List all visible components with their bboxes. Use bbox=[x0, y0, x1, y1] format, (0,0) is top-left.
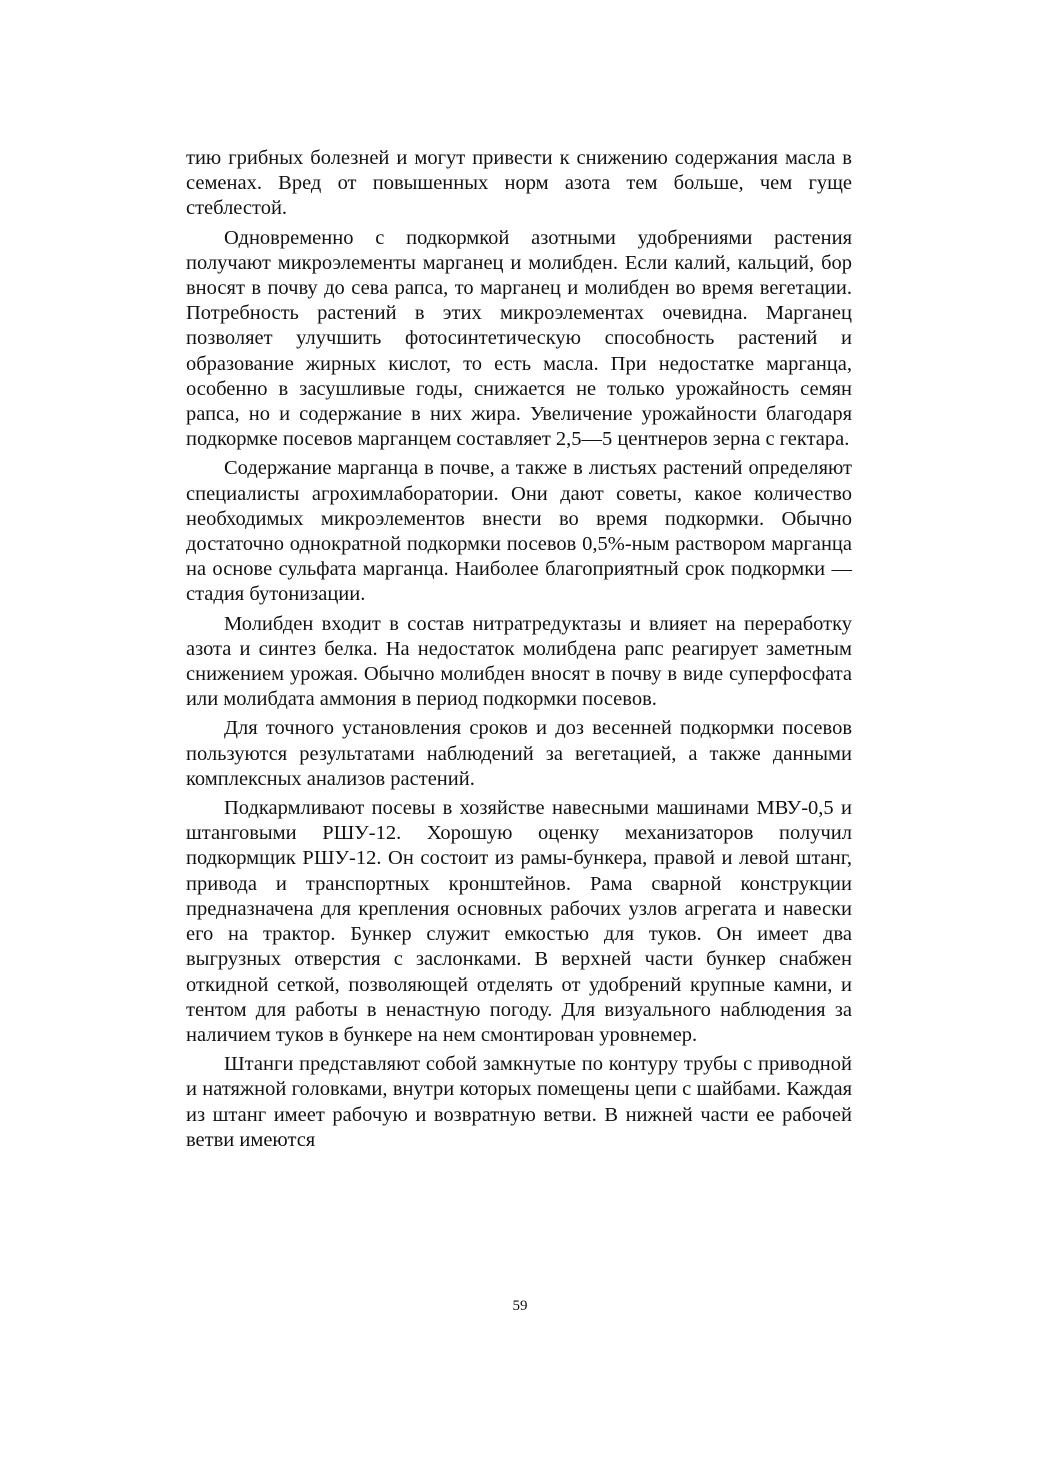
paragraph-4: Молибден входит в состав нитратредуктазы и влияет на переработку азота и синтез белка. На недостаток молибдена рапс реагирует заметным снижением урожая. Обычно молибден вносят в почву в виде суперфосфата или молибдата аммония в период подкормки посевов. bbox=[186, 612, 852, 711]
page-body bbox=[186, 146, 852, 1157]
paragraph-1: тию грибных болезней и могут привести к снижению содержания масла в семенах. Вред от повышенных норм азота тем больше, чем гуще стеблестой. bbox=[186, 147, 852, 220]
paragraph-6: Подкармливают посевы в хозяйстве навесными машинами МВУ-0,5 и штанговыми РШУ-12. Хорошую оценку механизаторов получил подкормщик РШУ-12. Он состоит из рамы-бункера, правой и левой штанг, привода и транспортных кронштейнов. Рама сварной конструкции предназначена для крепления основных рабочих узлов агрегата и навески его на трактор. Бункер служит емкостью для туков. Он имеет два выгрузных отверстия с заслонками. В верхней части бункер снабжен откидной сеткой, позволяющей отделять от удобрений крупные камни, и тентом для работы в ненастную погоду. Для визуального наблюдения за наличием туков в бункере на нем смонтирован уровнемер. bbox=[186, 797, 852, 1046]
paragraph-7: Штанги представляют собой замкнутые по контуру трубы с приводной и натяжной головками, внутри которых помещены цепи с шайбами. Каждая из штанг имеет рабочую и возвратную ветви. В нижней части ее рабочей ветви имеются bbox=[186, 1053, 852, 1151]
paragraph-2: Одновременно с подкормкой азотными удобрениями растения получают микроэлементы марганец и молибден. Если калий, кальций, бор вносят в почву до сева рапса, то марганец и молибден во время вегетации. Потребность растений в этих микроэлементах очевидна. Марганец позволяет улучшить фотосинтетическую способность растений и образование жирных кислот, то есть масла. При недостатке марганца, особенно в засушливые годы, снижается не только урожайность семян рапса, но и содержание в них жира. Увеличение урожайности благодаря подкормке посевов марганцем составляет 2,5—5 центнеров зерна с гектара. bbox=[186, 226, 852, 451]
paragraph-3: Содержание марганца в почве, а также в листьях растений определяют специалисты агрохимлаборатории. Они дают советы, какое количество необходимых микроэлементов внести во время подкормки. Обычно достаточно однократной подкормки посевов 0,5%-ным раствором марганца на основе сульфата марганца. Наиболее благоприятный срок подкормки — стадия бутонизации. bbox=[186, 457, 852, 606]
paragraph-5: Для точного установления сроков и доз весенней подкормки посевов пользуются результатами наблюдений за вегетацией, а также данными комплексных анализов растений. bbox=[186, 717, 852, 790]
page-number: 59 bbox=[512, 1298, 528, 1314]
